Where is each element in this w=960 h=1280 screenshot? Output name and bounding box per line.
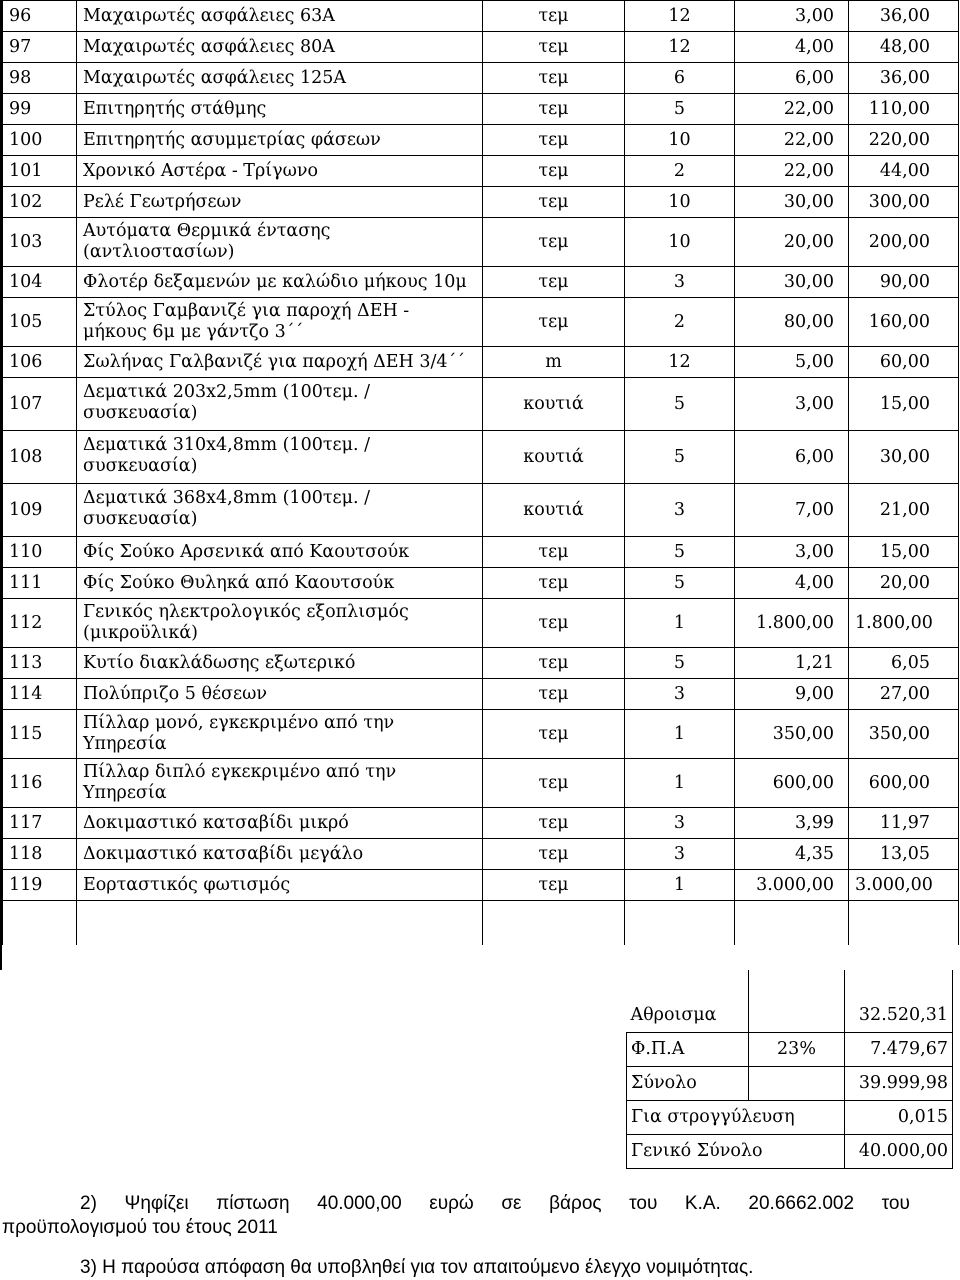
paragraph-2-line-1 [80,1193,910,1215]
item-unit: τεμ [483,537,625,568]
table-row [3,484,959,537]
item-unit: τεμ [483,125,625,156]
item-number: 111 [3,568,77,599]
item-total: 20,00 [849,568,959,599]
item-quantity: 5 [625,94,735,125]
table-row [3,347,959,378]
item-total: 30,00 [849,431,959,484]
table-row [3,839,959,870]
item-quantity: 3 [625,679,735,710]
summary-row-total [627,1067,953,1101]
item-unit: τεμ [483,298,625,347]
item-number: 115 [3,710,77,759]
item-total: 11,97 [849,808,959,839]
table-row [3,298,959,347]
item-quantity: 1 [625,759,735,808]
table-row [3,32,959,63]
item-quantity: 10 [625,125,735,156]
table-row [3,679,959,710]
item-unit-price: 6,00 [735,431,849,484]
table-row [3,267,959,298]
item-number: 105 [3,298,77,347]
item-description: Δοκιμαστικό κατσαβίδι μικρό [77,808,483,839]
item-unit-price: 7,00 [735,484,849,537]
vat-label: Φ.Π.Α [627,1033,749,1067]
item-number: 107 [3,378,77,431]
item-unit-price: 3,00 [735,378,849,431]
item-unit: τεμ [483,187,625,218]
item-number: 104 [3,267,77,298]
item-number: 113 [3,648,77,679]
item-quantity: 2 [625,156,735,187]
table-row [3,125,959,156]
rounding-label: Για στρογγύλευση [627,1101,845,1135]
paragraph-2-word: βάρος [549,1193,602,1214]
item-quantity: 5 [625,648,735,679]
item-unit-price: 22,00 [735,125,849,156]
item-total: 13,05 [849,839,959,870]
paragraph-2-word: πίστωση [216,1193,290,1214]
item-unit: τεμ [483,870,625,901]
item-description: Επιτηρητής στάθμης [77,94,483,125]
item-unit-price: 20,00 [735,218,849,267]
item-total: 48,00 [849,32,959,63]
item-quantity: 5 [625,431,735,484]
item-description: Δεματικά 203x2,5mm (100τεμ. / συσκευασία) [77,378,483,431]
table-row [3,648,959,679]
item-total: 350,00 [849,710,959,759]
summary-row-sum [627,970,953,1033]
item-unit-price: 30,00 [735,187,849,218]
paragraph-2-word: του [881,1193,910,1214]
item-description: Ρελέ Γεωτρήσεων [77,187,483,218]
item-quantity: 10 [625,218,735,267]
items-table [2,0,959,945]
item-number: 116 [3,759,77,808]
item-unit: τεμ [483,32,625,63]
item-unit: τεμ [483,568,625,599]
items-table-body [3,1,959,946]
item-quantity: 5 [625,378,735,431]
item-number: 98 [3,63,77,94]
vat-percent: 23% [749,1033,845,1067]
sum-label: Αθροισμα [627,970,749,1033]
item-number: 108 [3,431,77,484]
item-total: 21,00 [849,484,959,537]
paragraph-2-word: 40.000,00 [317,1193,402,1214]
item-quantity: 3 [625,839,735,870]
paragraph-2-word: 20.6662.002 [748,1193,855,1214]
item-number: 99 [3,94,77,125]
item-unit-price: 3,99 [735,808,849,839]
item-number: 118 [3,839,77,870]
paragraph-2-word: του [629,1193,658,1214]
item-total: 6,05 [849,648,959,679]
item-quantity: 5 [625,568,735,599]
item-total: 3.000,00 [849,870,959,901]
sum-value: 32.520,31 [845,970,953,1033]
summary-row-vat [627,1033,953,1067]
item-total: 1.800,00 [849,599,959,648]
item-description: Μαχαιρωτές ασφάλειες 80Α [77,32,483,63]
item-number: 96 [3,1,77,32]
item-unit-price: 600,00 [735,759,849,808]
table-row [3,537,959,568]
item-description: Κυτίο διακλάδωσης εξωτερικό [77,648,483,679]
summary-row-grand [627,1135,953,1169]
item-unit-price: 80,00 [735,298,849,347]
item-description: Στύλος Γαμβανιζέ για παροχή ΔΕΗ - μήκους 6μ με γάντζο 3΄΄ [77,298,483,347]
item-number: 110 [3,537,77,568]
item-number: 103 [3,218,77,267]
item-description: Γενικός ηλεκτρολογικός εξοπλισμός (μικροϋλικά) [77,599,483,648]
item-number: 117 [3,808,77,839]
item-total: 36,00 [849,63,959,94]
item-quantity: 12 [625,32,735,63]
item-quantity: 5 [625,537,735,568]
item-unit-price: 1.800,00 [735,599,849,648]
item-unit: τεμ [483,63,625,94]
item-total: 44,00 [849,156,959,187]
item-description: Πολύπριζο 5 θέσεων [77,679,483,710]
item-description: Χρονικό Αστέρα - Τρίγωνο [77,156,483,187]
item-unit-price: 4,00 [735,32,849,63]
item-total: 15,00 [849,537,959,568]
item-unit-price: 1,21 [735,648,849,679]
item-unit: κουτιά [483,484,625,537]
item-description: Πίλλαρ μονό, εγκεκριμένο από την Υπηρεσία [77,710,483,759]
item-unit: τεμ [483,94,625,125]
table-row [3,1,959,32]
table-row [3,568,959,599]
paragraph-2-line-2: προϋπολογισμού του έτους 2011 [2,1217,278,1238]
item-description: Φλοτέρ δεξαμενών με καλώδιο μήκους 10μ [77,267,483,298]
item-total: 27,00 [849,679,959,710]
item-unit: τεμ [483,267,625,298]
table-row [3,94,959,125]
item-total: 200,00 [849,218,959,267]
item-quantity: 2 [625,298,735,347]
table-row [3,156,959,187]
item-unit: τεμ [483,156,625,187]
item-total: 15,00 [849,378,959,431]
item-description: Επιτηρητής ασυμμετρίας φάσεων [77,125,483,156]
item-unit-price: 30,00 [735,267,849,298]
item-unit-price: 9,00 [735,679,849,710]
item-description: Φίς Σούκο Αρσενικά από Καουτσούκ [77,537,483,568]
item-total: 36,00 [849,1,959,32]
item-unit-price: 3,00 [735,1,849,32]
item-number: 114 [3,679,77,710]
paragraph-3: 3) Η παρούσα απόφαση θα υποβληθεί για τον απαιτούμενο έλεγχο νομιμότητας. [80,1257,754,1278]
grand-total-value: 40.000,00 [845,1135,953,1169]
item-unit-price: 4,35 [735,839,849,870]
item-quantity: 1 [625,870,735,901]
item-total: 90,00 [849,267,959,298]
item-unit: τεμ [483,1,625,32]
grand-total-label: Γενικό Σύνολο [627,1135,845,1169]
item-quantity: 3 [625,808,735,839]
item-total: 160,00 [849,298,959,347]
item-number: 106 [3,347,77,378]
item-quantity: 3 [625,267,735,298]
paragraph-2-word: Ψηφίζει [124,1193,189,1214]
item-unit: τεμ [483,218,625,267]
item-quantity: 1 [625,599,735,648]
table-row [3,710,959,759]
item-unit: κουτιά [483,378,625,431]
item-unit-price: 22,00 [735,156,849,187]
table-row [3,808,959,839]
item-quantity: 3 [625,484,735,537]
item-total: 220,00 [849,125,959,156]
item-unit: τεμ [483,710,625,759]
item-unit-price: 3,00 [735,537,849,568]
item-description: Εορταστικός φωτισμός [77,870,483,901]
table-row [3,187,959,218]
summary-table [626,970,953,1169]
total-value: 39.999,98 [845,1067,953,1101]
item-description: Μαχαιρωτές ασφάλειες 125Α [77,63,483,94]
item-description: Δοκιμαστικό κατσαβίδι μεγάλο [77,839,483,870]
item-unit: τεμ [483,599,625,648]
item-unit-price: 6,00 [735,63,849,94]
paragraph-2-word: ευρώ [429,1193,474,1214]
item-number: 100 [3,125,77,156]
item-number: 119 [3,870,77,901]
item-number: 112 [3,599,77,648]
item-unit-price: 350,00 [735,710,849,759]
item-quantity: 6 [625,63,735,94]
item-unit: τεμ [483,808,625,839]
paragraph-2-word: 2) [80,1193,97,1214]
item-unit-price: 4,00 [735,568,849,599]
table-row [3,63,959,94]
item-quantity: 10 [625,187,735,218]
item-quantity: 1 [625,710,735,759]
item-unit: τεμ [483,679,625,710]
item-number: 102 [3,187,77,218]
item-number: 109 [3,484,77,537]
item-unit: κουτιά [483,431,625,484]
item-unit: τεμ [483,648,625,679]
item-description: Δεματικά 310x4,8mm (100τεμ. / συσκευασία) [77,431,483,484]
vat-value: 7.479,67 [845,1033,953,1067]
paragraph-2-word: σε [501,1193,522,1214]
table-row [3,378,959,431]
item-description: Αυτόματα Θερμικά έντασης (αντλιοστασίων) [77,218,483,267]
item-unit: τεμ [483,839,625,870]
item-total: 600,00 [849,759,959,808]
item-number: 101 [3,156,77,187]
table-row [3,599,959,648]
table-row [3,218,959,267]
item-unit: τεμ [483,759,625,808]
table-row [3,870,959,901]
item-quantity: 12 [625,1,735,32]
item-description: Σωλήνας Γαλβανιζέ για παροχή ΔΕΗ 3/4΄΄ [77,347,483,378]
item-description: Μαχαιρωτές ασφάλειες 63Α [77,1,483,32]
table-row [3,759,959,808]
item-description: Πίλλαρ διπλό εγκεκριμένο από την Υπηρεσία [77,759,483,808]
item-unit-price: 5,00 [735,347,849,378]
paragraph-2-word: Κ.Α. [684,1193,721,1214]
item-number: 97 [3,32,77,63]
summary-row-rounding [627,1101,953,1135]
blank-row [3,901,959,946]
table-row [3,431,959,484]
item-unit-price: 3.000,00 [735,870,849,901]
item-quantity: 12 [625,347,735,378]
item-total: 60,00 [849,347,959,378]
item-total: 300,00 [849,187,959,218]
rounding-value: 0,015 [845,1101,953,1135]
item-total: 110,00 [849,94,959,125]
item-description: Δεματικά 368x4,8mm (100τεμ. / συσκευασία) [77,484,483,537]
item-description: Φίς Σούκο Θυληκά από Καουτσούκ [77,568,483,599]
total-label: Σύνολο [627,1067,749,1101]
item-unit-price: 22,00 [735,94,849,125]
item-unit: m [483,347,625,378]
